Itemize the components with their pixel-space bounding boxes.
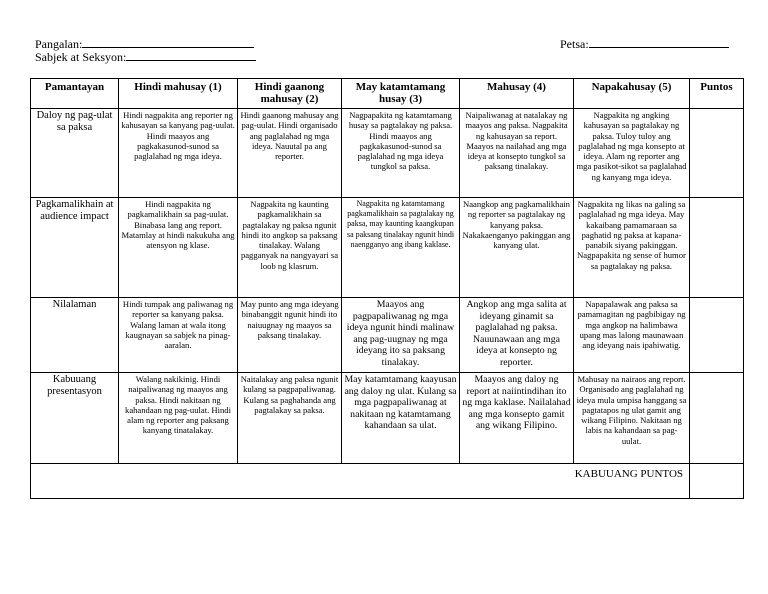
col-header-score: Puntos <box>690 79 744 109</box>
header-row <box>31 79 744 109</box>
score-cell[interactable] <box>690 198 744 298</box>
subject-label: Sabjek at Seksyon: <box>35 50 127 64</box>
date-label: Petsa: <box>560 37 589 51</box>
date-blank-line[interactable] <box>589 36 729 48</box>
rubric-cell: Nagpapakita ng katamtamang husay sa pagtalakay ng paksa. Hindi maayos ang pagkakasunod-sunod sa paglalahad ng mga ideya tungkol sa paksa. <box>342 109 460 198</box>
rubric-cell: Nagpakita ng katamtamang pagkamalikhain sa pagtalakay ng paksa, may kaunting kaangkupan sa paksang tinalakay ngunit hindi naengganyo ang ibang kaklase. <box>342 198 460 298</box>
rubric-cell: May punto ang mga ideyang binabanggit ngunit hindi ito naiuugnay ng maayos sa paksang tinalakay. <box>238 298 342 373</box>
subject-field <box>35 49 256 64</box>
rubric-cell: Hindi nagpakita ang reporter ng kahusayan sa kanyang pag-uulat. Hindi maayos ang pagkakasunod-sunod sa paglalahad ng mga ideya. <box>119 109 238 198</box>
subject-blank-line[interactable] <box>126 49 256 61</box>
rubric-cell: Naangkop ang pagkamalikhain ng reporter sa pagtalakay ng kanyang paksa. Nakakaenganyo pakinggan ang kanyang ulat. <box>460 198 574 298</box>
rubric-cell: Nagpakita ng likas na galing sa paglalahad ng mga ideya. May kakaibang pamamaraan sa paghatid ng paksa at kapana-panabik siyang pakinggan. Nagpapakita ng sense of humor sa pagtalakay ng paksa. <box>574 198 690 298</box>
rubric-cell: Naipaliwanag at natalakay ng maayos ang paksa. Nagpakita ng kahusayan sa report. Maayos na nailahad ang mga ideya at konsepto tungkol sa paksang tinalakay. <box>460 109 574 198</box>
rubric-cell: Nagpakita ng angking kahusayan sa pagtalakay ng paksa. Tuloy tuloy ang paglalahad ng mga konsepto at ideya. Alam ng reporter ang mga pasikot-sikot sa paglalahad ng kanyang mga ideya. <box>574 109 690 198</box>
table-row <box>31 198 744 298</box>
col-header-level-5: Napakahusay (5) <box>574 79 690 109</box>
rubric-cell: Maayos ang pagpapaliwanag ng mga ideya ngunit hindi malinaw ang pag-uugnay ng mga ideyang ito sa paksang tinalakay. <box>342 298 460 373</box>
rubric-cell: Maayos ang daloy ng report at naiintindihan ito ng mga kaklase. Nailalahad ang mga konsepto gamit ang wikang Filipino. <box>460 373 574 464</box>
date-field <box>560 36 729 51</box>
criterion-label: Pagkamalikhain at audience impact <box>31 198 119 298</box>
col-header-level-4: Mahusay (4) <box>460 79 574 109</box>
rubric-cell: Angkop ang mga salita at ideyang ginamit sa paglalahad ng paksa. Nauunawaan ang mga ideya at konsepto ng reporter. <box>460 298 574 373</box>
table-row <box>31 109 744 198</box>
col-header-criteria: Pamantayan <box>31 79 119 109</box>
col-header-level-2: Hindi gaanong mahusay (2) <box>238 79 342 109</box>
criterion-label: Nilalaman <box>31 298 119 373</box>
table-row <box>31 298 744 373</box>
rubric-table <box>30 78 744 499</box>
rubric-cell: Hindi nagpakita ng pagkamalikhain sa pag-uulat. Binabasa lang ang report. Matamlay at hindi nakukuha ang atensyon ng klase. <box>119 198 238 298</box>
score-cell[interactable] <box>690 373 744 464</box>
table-row <box>31 373 744 464</box>
score-cell[interactable] <box>690 298 744 373</box>
rubric-cell: Napapalawak ang paksa sa pamamagitan ng pagbibigay ng mga angkop na halimbawa upang mas lalong maunawaan ang ideyang nais ipahiwatig. <box>574 298 690 373</box>
rubric-cell: Mahusay na nairaos ang report. Organisado ang paglalahad ng ideya mula umpisa hanggang sa pagtatapos ng ulat gamit ang wikang Filipino. Nakitaan ng labis na kahandaan sa pag-uulat. <box>574 373 690 464</box>
total-score-cell[interactable] <box>690 464 744 499</box>
criterion-label: Kabuuang presentasyon <box>31 373 119 464</box>
criterion-label: Daloy ng pag-ulat sa paksa <box>31 109 119 198</box>
col-header-level-1: Hindi mahusay (1) <box>119 79 238 109</box>
rubric-cell: Hindi gaanong mahusay ang pag-uulat. Hindi organisado ang paglalahad ng mga ideya. Nauutal pa ang reporter. <box>238 109 342 198</box>
rubric-cell: Naitalakay ang paksa ngunit kulang sa pagpapaliwanag. Kulang sa paghahanda ang pagtalakay sa paksa. <box>238 373 342 464</box>
rubric-cell: Walang nakikinig. Hindi naipaliwanag ng maayos ang paksa. Hindi nakitaan ng kahandaan ng pag-uulat. Hindi alam ng reporter ang paksang kanyang tinatalakay. <box>119 373 238 464</box>
name-label: Pangalan: <box>35 37 83 51</box>
total-label: KABUUANG PUNTOS <box>31 464 690 499</box>
score-cell[interactable] <box>690 109 744 198</box>
rubric-cell: May katamtamang kaayusan ang daloy ng ulat. Kulang sa mga pagpapaliwanag at nakitaan ng katamtamang kahandaan sa ulat. <box>342 373 460 464</box>
total-row <box>31 464 744 499</box>
col-header-level-3: May katamtamang husay (3) <box>342 79 460 109</box>
rubric-cell: Nagpakita ng kaunting pagkamalikhain sa pagtalakay ng paksa ngunit hindi ito angkop sa paksang tinalakay. Walang pagganyak na nangyayari sa loob ng klasrum. <box>238 198 342 298</box>
name-blank-line[interactable] <box>82 36 254 48</box>
rubric-cell: Hindi tumpak ang paliwanag ng reporter sa kanyang paksa. Walang laman at wala itong kaugnayan sa sabjek na pinag-aaralan. <box>119 298 238 373</box>
